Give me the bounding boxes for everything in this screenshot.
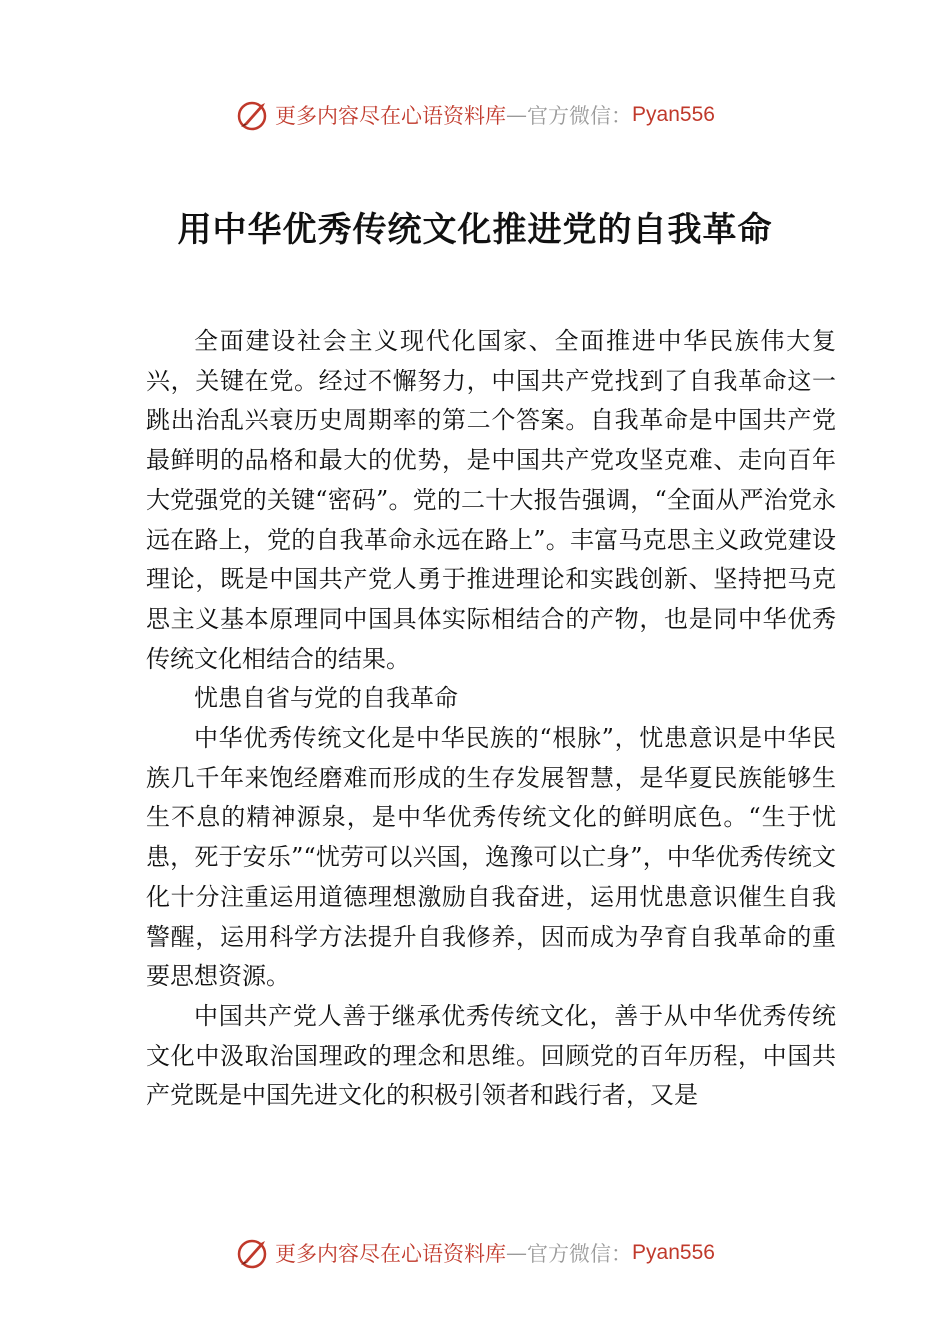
paragraph: 全面建设社会主义现代化国家、全面推进中华民族伟大复兴，关键在党。经过不懈努力，中国共产党找到了自我革命这一跳出治乱兴衰历史周期率的第二个答案。自我革命是中国共产党最鲜明的品格和最大的优势，是中国共产党攻坚克难、走向百年大党强党的关键“密码”。党的二十大报告强调，“全面从严治党永远在路上，党的自我革命永远在路上”。丰富马克思主义政党建设理论，既是中国共产党人勇于推进理论和实践创新、坚持把马克思主义基本原理同中国具体实际相结合的产物，也是同中华优秀传统文化相结合的结果。 [146, 327, 836, 673]
pen-logo-icon [235, 97, 271, 133]
section-heading: 忧患自省与党的自我革命 [194, 684, 458, 713]
banner-wechat-label: 官方微信： [527, 1242, 633, 1266]
banner-wechat-label: 官方微信： [527, 104, 633, 128]
banner-wechat-id: Pyan556 [632, 1241, 715, 1264]
banner-text: 更多内容尽在心语资料库 [275, 104, 507, 128]
paragraph: 中国共产党人善于继承优秀传统文化，善于从中华优秀传统文化中汲取治国理政的理念和思维。回顾党的百年历程，中国共产党既是中国先进文化的积极引领者和践行者，又是 [146, 1001, 836, 1110]
banner-text: 更多内容尽在心语资料库 [275, 1242, 507, 1266]
banner-separator: — [506, 1241, 528, 1265]
footer-banner [0, 1233, 950, 1273]
banner-wechat-id: Pyan556 [632, 103, 715, 126]
banner-separator: — [506, 103, 528, 127]
pen-logo-icon [235, 1235, 271, 1271]
header-banner [0, 95, 950, 135]
paragraph: 中华优秀传统文化是中华民族的“根脉”，忧患意识是中华民族几千年来饱经磨难而形成的生存发展智慧，是华夏民族能够生生不息的精神源泉，是中华优秀传统文化的鲜明底色。“生于忧患，死于安乐”“忧劳可以兴国，逸豫可以亡身”，中华优秀传统文化十分注重运用道德理想激励自我奋进，运用忧患意识催生自我警醒，运用科学方法提升自我修养，因而成为孕育自我革命的重要思想资源。 [146, 724, 836, 991]
document-body [146, 322, 836, 1116]
document-title: 用中华优秀传统文化推进党的自我革命 [177, 210, 773, 250]
